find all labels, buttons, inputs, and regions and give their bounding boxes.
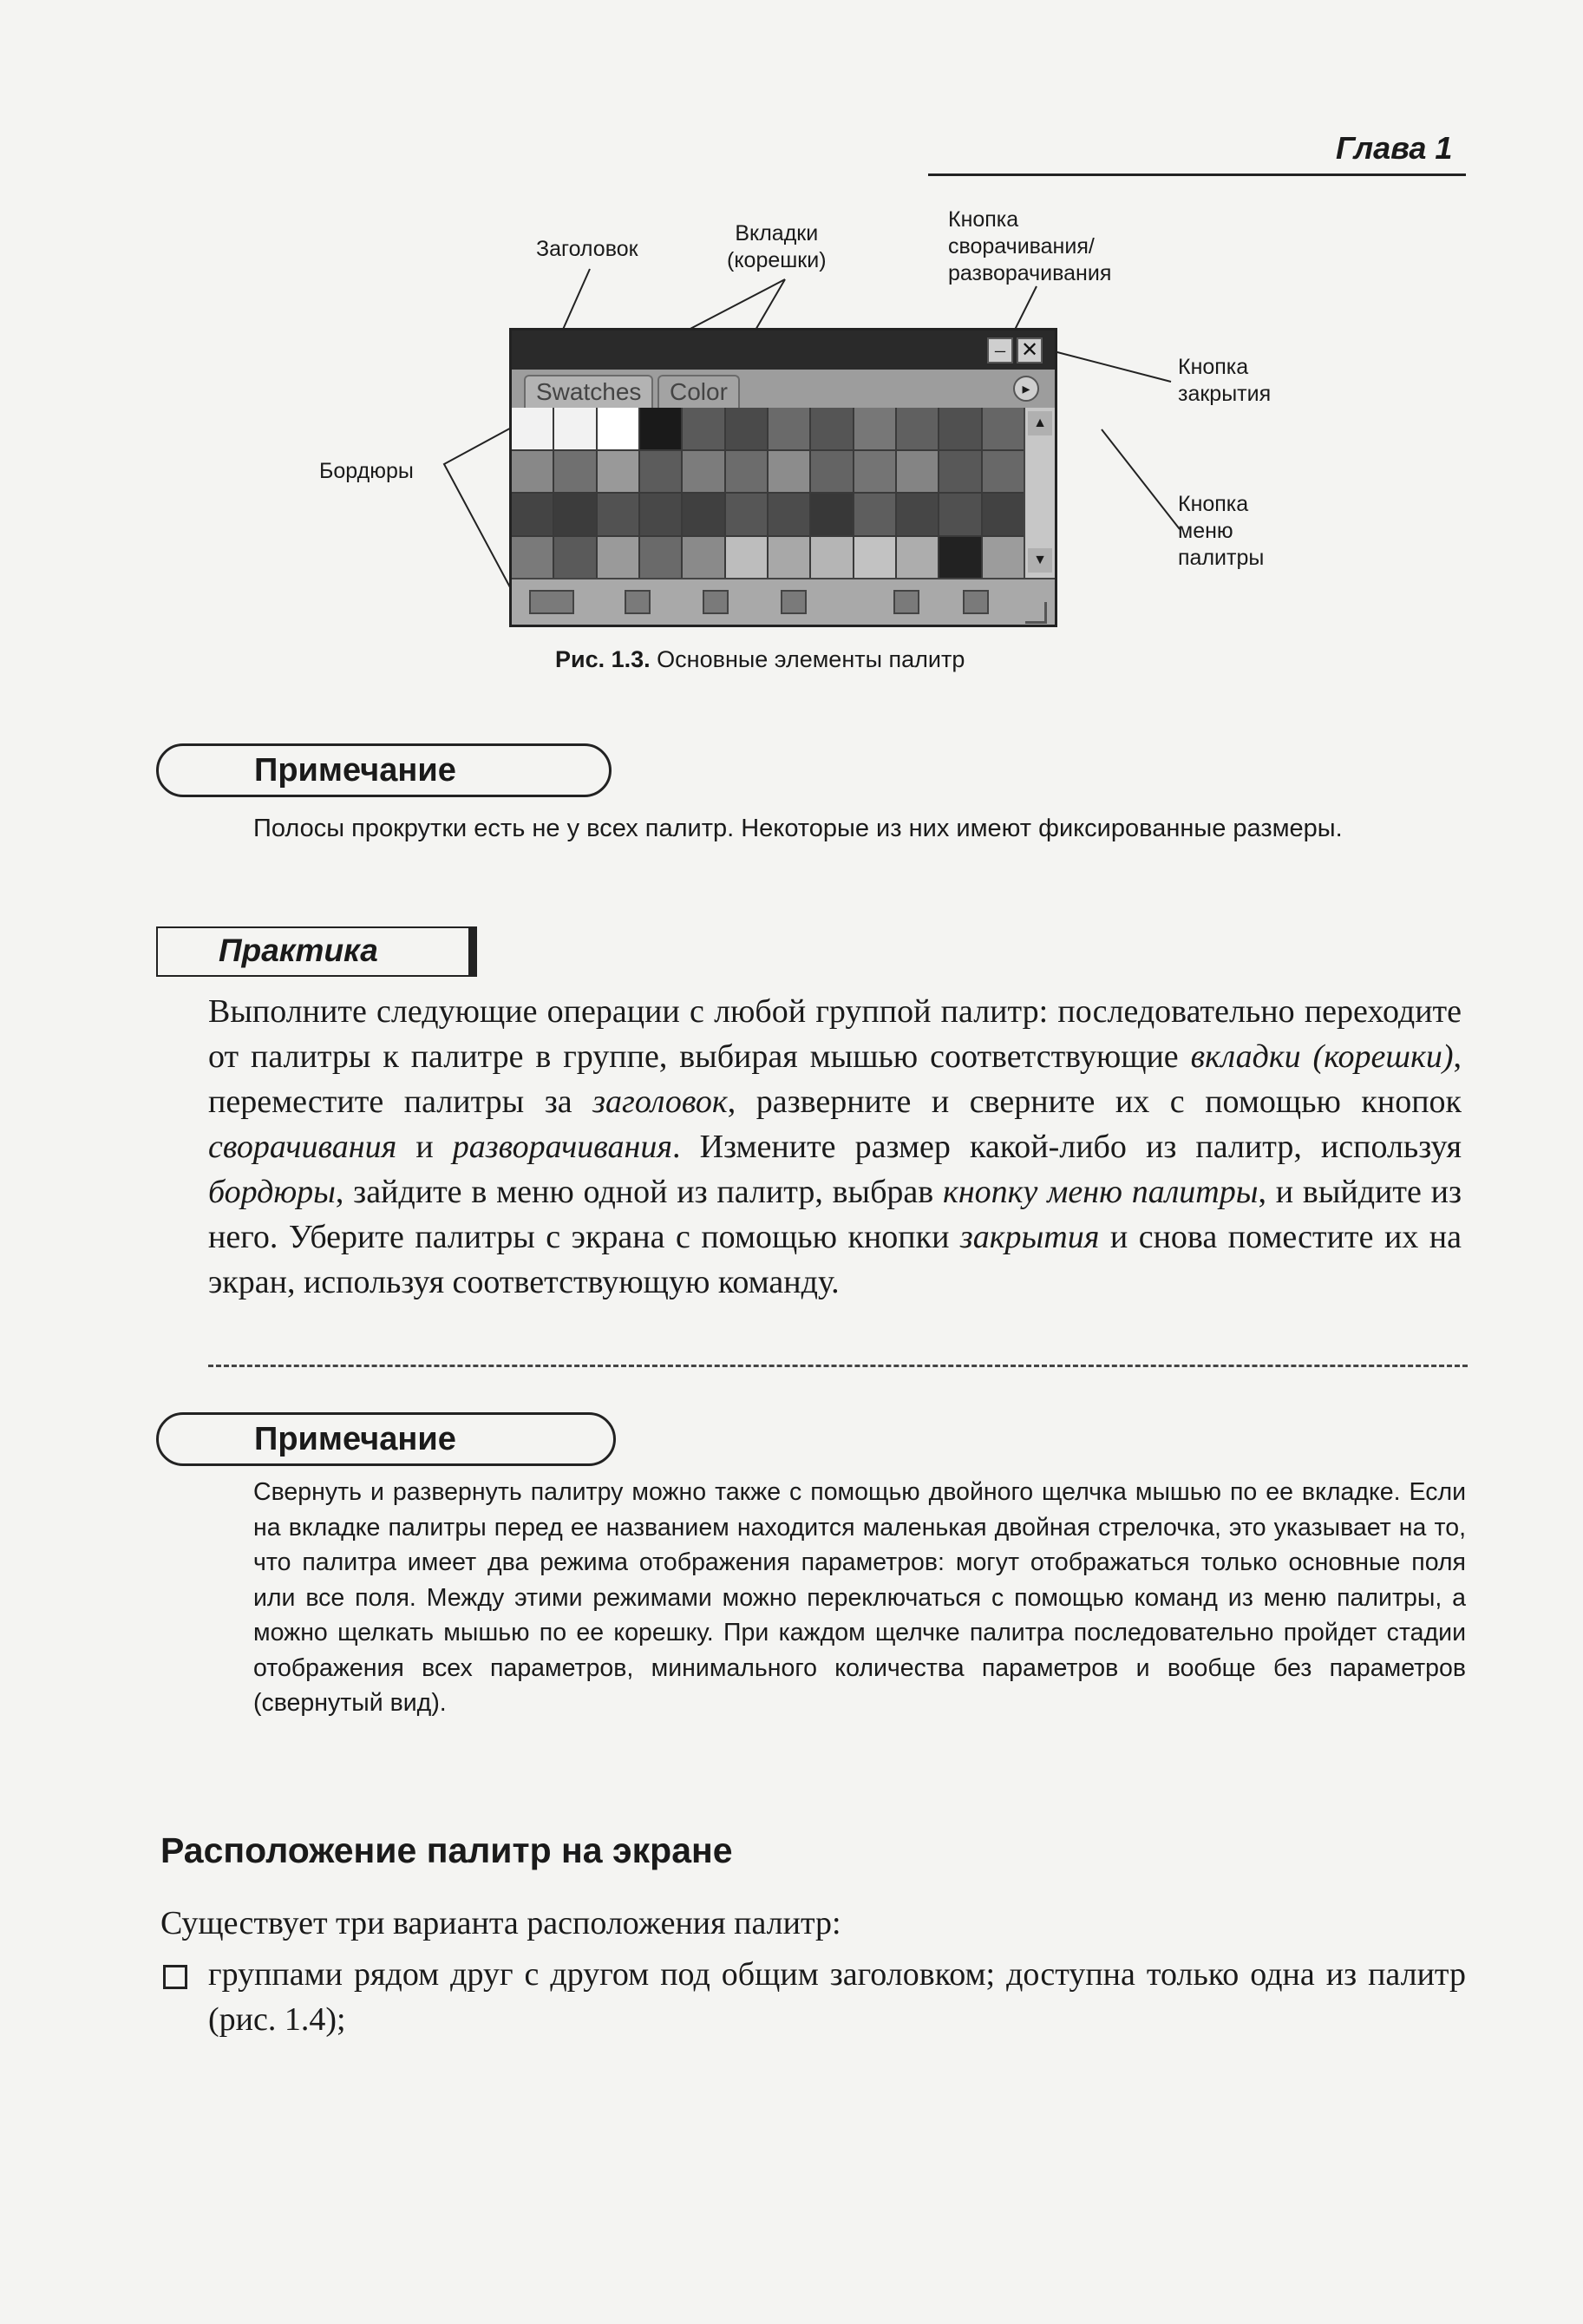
- swatch: [983, 494, 1024, 535]
- note-label: Примечание: [156, 1412, 616, 1466]
- term-menu-button: кнопку меню палитры: [943, 1174, 1259, 1210]
- collapse-icon: –: [987, 337, 1013, 363]
- note-label: Примечание: [156, 743, 612, 797]
- swatch: [640, 494, 681, 535]
- swatch: [854, 408, 895, 449]
- swatch: [939, 494, 980, 535]
- delete-swatch-icon: [963, 590, 989, 614]
- leader-menu: [1102, 429, 1180, 529]
- swatch: [769, 494, 809, 535]
- leader-borders: [444, 425, 516, 599]
- tab-swatches: Swatches: [524, 375, 653, 408]
- figure-caption-number: Рис. 1.3.: [555, 646, 651, 672]
- list-item: группами рядом друг с другом под общим заголовком; доступна только одна из палитр (рис. 1.4);: [208, 1956, 1466, 2038]
- palette-tab-strip: [512, 370, 1055, 408]
- swatch-pattern: [939, 537, 980, 579]
- swatch: [683, 451, 723, 493]
- practice-text-part: , переместите палитры за: [208, 1038, 1462, 1120]
- swatch: [512, 494, 553, 535]
- swatch: [769, 451, 809, 493]
- swatch: [939, 408, 980, 449]
- swatch: [939, 451, 980, 493]
- term-collapse: сворачивания: [208, 1129, 397, 1165]
- leader-close: [1054, 351, 1171, 382]
- swatch: [726, 408, 767, 449]
- swatch: [598, 451, 638, 493]
- show-pattern-swatches-icon: [781, 590, 807, 614]
- swatch-pattern: [983, 537, 1024, 579]
- practice-text-part: , и выйдите из него. Уберите палитры с экрана с помощью кнопки: [208, 1174, 1462, 1255]
- term-title: заголовок: [592, 1083, 728, 1120]
- swatch: [854, 451, 895, 493]
- swatch: [811, 408, 852, 449]
- swatch-gradient: [640, 537, 681, 579]
- show-color-swatches-icon: [625, 590, 651, 614]
- swatch: [854, 494, 895, 535]
- callout-tabs: Вкладки (корешки): [727, 221, 827, 272]
- swatch-pattern: [683, 537, 723, 579]
- swatch-pattern: [897, 537, 938, 579]
- section-heading: Расположение палитр на экране: [160, 1830, 733, 1870]
- practice-text: [208, 989, 1462, 1305]
- swatch: [554, 494, 595, 535]
- show-gradient-swatches-icon: [703, 590, 729, 614]
- palette-title-bar: [512, 331, 1055, 370]
- swatch-gradient: [554, 537, 595, 579]
- swatch: [726, 451, 767, 493]
- scroll-up-icon: ▲: [1028, 411, 1052, 435]
- swatch: [811, 451, 852, 493]
- swatch-registration: [554, 408, 595, 449]
- practice-text-part: . Измените размер какой-либо из палитр, используя: [671, 1129, 1462, 1165]
- swatch: [683, 408, 723, 449]
- swatch-none: [512, 408, 553, 449]
- section-intro: Существует три варианта расположения палитр:: [160, 1905, 841, 1941]
- practice-text-part: Выполните следующие операции с любой группой палитр: последовательно переходите от палитры к палитре в группе, выбирая мышью соответствующие: [208, 993, 1462, 1075]
- callout-borders: Бордюры: [319, 459, 414, 483]
- figure-caption: [555, 646, 965, 673]
- callout-title-bar: Заголовок: [536, 237, 638, 261]
- term-borders: бордюры: [208, 1174, 336, 1210]
- palette-scrollbar: [1024, 408, 1055, 578]
- practice-label: Практика: [156, 926, 477, 977]
- swatch: [983, 451, 1024, 493]
- swatch-pattern: [854, 537, 895, 579]
- practice-text-part: и: [396, 1129, 453, 1165]
- swatch: [554, 451, 595, 493]
- swatch-pattern: [726, 537, 767, 579]
- swatch: [598, 408, 638, 449]
- note-text: Свернуть и развернуть палитру можно также с помощью двойного щелчка мышью по ее вкладке. Если на вкладке палитры перед ее названием находится маленькая двойная стрелочка, это указывает на то, что палитра имеет два режима отображения параметров: могут отображаться только основные поля или все поля. Между этими режимами можно переключаться с помощью команд из меню палитры, а можно щелкать мышью по ее корешку. При каждом щелчке палитра последовательно пройдет стадии отображения всех параметров, минимального количества параметров и вообще без параметров (свернутый вид).: [253, 1478, 1466, 1717]
- swatch: [811, 494, 852, 535]
- swatch: [512, 451, 553, 493]
- chapter-label: Глава 1: [1336, 130, 1453, 166]
- palette-toolbar: [512, 578, 1055, 625]
- callout-close-button: Кнопка закрытия: [1178, 355, 1272, 406]
- term-close: закрытия: [959, 1219, 1100, 1255]
- swatch: [983, 408, 1024, 449]
- practice-dashed-rule: [208, 1365, 1468, 1367]
- practice-text-part: , разверните и сверните их с помощью кнопок: [727, 1083, 1462, 1120]
- term-expand: разворачивания: [452, 1129, 672, 1165]
- swatch: [769, 408, 809, 449]
- swatch: [897, 408, 938, 449]
- swatch-gradient: [598, 537, 638, 579]
- palette-menu-icon: ▸: [1013, 376, 1039, 402]
- bullet-box-icon: [163, 1965, 187, 1989]
- swatch: [897, 451, 938, 493]
- swatch: [683, 494, 723, 535]
- show-swatch-kinds-icon: [529, 590, 574, 614]
- swatches-palette-illustration: [509, 328, 1057, 627]
- note-text: Полосы прокрутки есть не у всех палитр. Некоторые из них имеют фиксированные размеры.: [253, 815, 1343, 842]
- resize-grip-icon: [1025, 602, 1047, 624]
- tab-color: Color: [657, 375, 740, 408]
- swatch: [640, 451, 681, 493]
- practice-text-part: , зайдите в меню одной из палитр, выбрав: [335, 1174, 944, 1210]
- close-icon: ✕: [1017, 337, 1043, 363]
- callout-collapse-button: Кнопка сворачивания/ разворачивания: [948, 207, 1112, 285]
- scroll-down-icon: ▼: [1028, 548, 1052, 573]
- swatch-pattern: [811, 537, 852, 579]
- swatch-gradient: [512, 537, 553, 579]
- new-swatch-icon: [893, 590, 919, 614]
- swatch-grid: [512, 408, 1024, 578]
- leader-title: [562, 269, 590, 331]
- swatch-pattern: [769, 537, 809, 579]
- swatch: [640, 408, 681, 449]
- practice-text-part: и снова поместите их на экран, используя соответствующую команду.: [208, 1219, 1462, 1300]
- swatch: [897, 494, 938, 535]
- swatch: [726, 494, 767, 535]
- term-tabs: вкладки (корешки): [1190, 1038, 1454, 1075]
- figure-caption-text: Основные элементы палитр: [650, 646, 965, 672]
- callout-menu-button: Кнопка меню палитры: [1178, 492, 1265, 570]
- swatch: [598, 494, 638, 535]
